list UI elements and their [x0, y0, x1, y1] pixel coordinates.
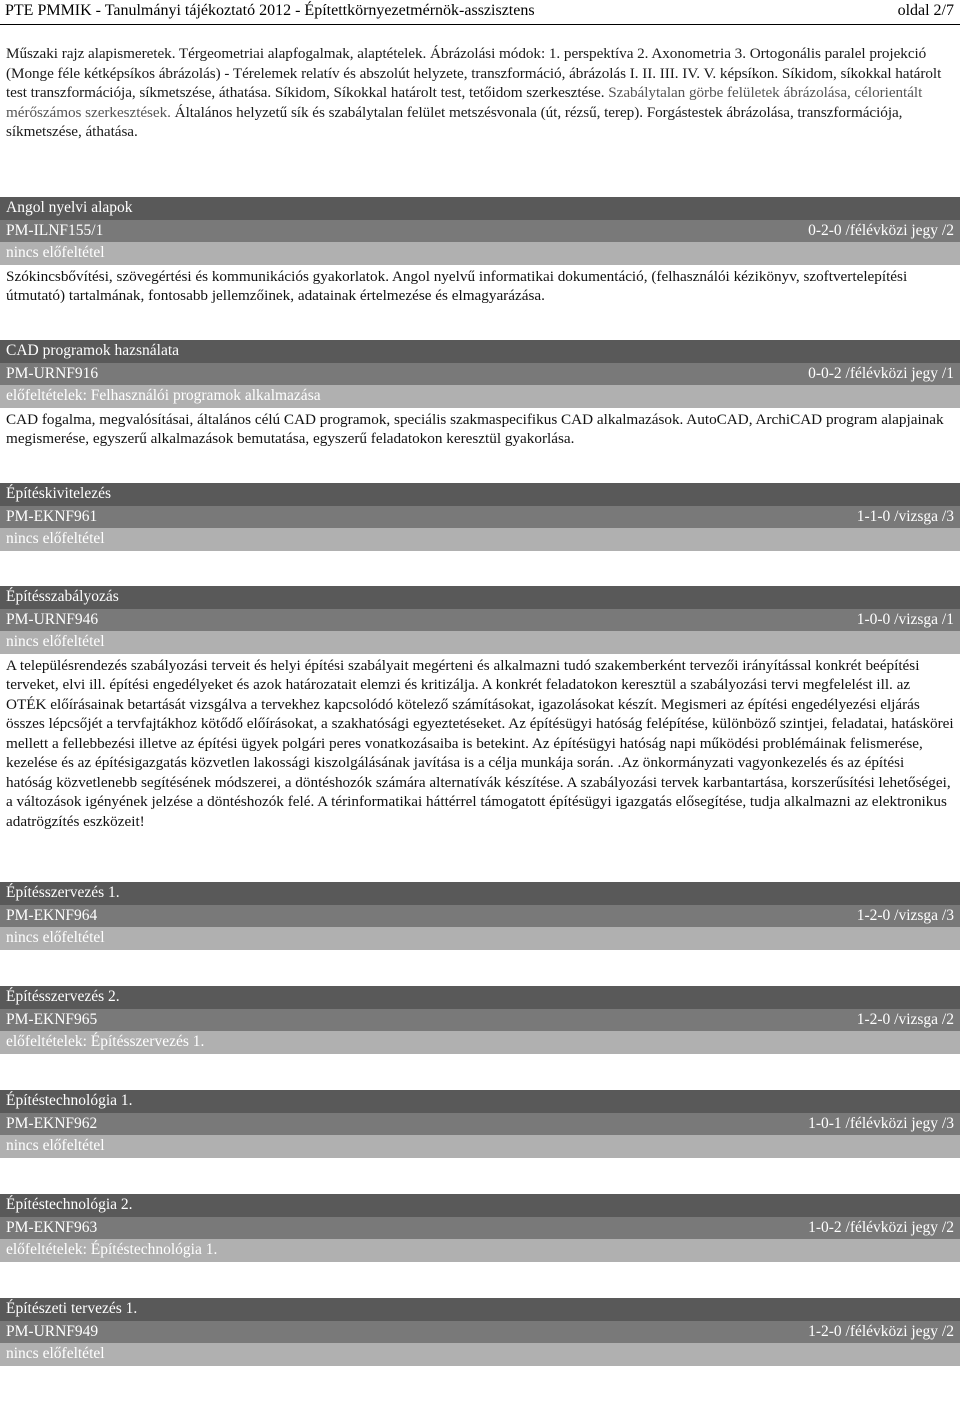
course-title-bar — [0, 340, 960, 363]
course-prereq: előfeltételek: Felhasználói programok alkalmazása — [6, 387, 321, 404]
course-prereq: előfeltételek: Építéstechnológia 1. — [6, 1241, 218, 1258]
course-code: PM-EKNF965 — [6, 1010, 98, 1028]
course-block — [0, 197, 960, 306]
description-part-1: Műszaki rajz alapismeretek. Térgeometriai alapfogalmak, alaptételek. Ábrázolási módok: 1. perspektíva 2. Axonometria 3. Ortogonális paralel projekció (Monge féle kétképsíkos ábrázolás) - Térelemek relatív és abszolút helyzete, transzformáció, ábrázolás I. II. III. IV. V. képsíkon. Síkidom, síkokkal határolt test transzformációja, síkmetszése, áthatása. Síkidom, Síkokkal határolt test, tetőidom szerkesztése. — [6, 45, 942, 101]
course-prereq-bar — [0, 242, 960, 265]
course-code-bar — [0, 905, 960, 928]
course-title-bar — [0, 197, 960, 220]
course-prereq: nincs előfeltétel — [6, 244, 105, 261]
course-prereq-bar — [0, 528, 960, 551]
course-code-bar — [0, 220, 960, 243]
course-title: Építésszabályozás — [6, 588, 119, 605]
document-title: PTE PMMIK - Tanulmányi tájékoztató 2012 - Építettkörnyezetmérnök-asszisztens — [5, 2, 535, 19]
course-title-bar — [0, 986, 960, 1009]
course-title: Építéstechnológia 2. — [6, 1196, 133, 1213]
course-prereq-bar — [0, 927, 960, 950]
course-prereq: nincs előfeltétel — [6, 929, 105, 946]
course-credits: 1-2-0 /vizsga /3 — [856, 906, 954, 924]
page-number: oldal 2/7 — [897, 2, 954, 19]
course-credits: 0-2-0 /félévközi jegy /2 — [808, 221, 954, 239]
course-code: PM-EKNF961 — [6, 507, 98, 525]
course-code: PM-EKNF963 — [6, 1218, 98, 1236]
course-credits: 1-2-0 /félévközi jegy /2 — [808, 1322, 954, 1340]
course-code: PM-EKNF962 — [6, 1114, 98, 1132]
course-prereq-bar — [0, 1031, 960, 1054]
description-part-3: Általános helyzetű sík és szabálytalan felület metszésvonala (út, rézsű, terep). Forgástestek ábrázolása, transzformációja, síkmetszése, áthatása. — [6, 103, 903, 140]
course-prereq-bar — [0, 1343, 960, 1366]
course-credits: 0-0-2 /félévközi jegy /1 — [808, 364, 954, 382]
course-code: PM-URNF916 — [6, 364, 99, 382]
course-title-bar — [0, 586, 960, 609]
course-block — [0, 1090, 960, 1158]
course-code-bar — [0, 609, 960, 632]
course-description: CAD fogalma, megvalósításai, általános célú CAD programok, speciális szakmaspecifikus CAD alkalmazások. AutoCAD, ArchiCAD program alapjainak megismerése, egyszerű alkalmazások bemutatása, egyszerű feladatokon keresztül gyakorlása. — [6, 410, 944, 447]
course-block — [0, 340, 960, 449]
course-title: Építészeti tervezés 1. — [6, 1300, 138, 1317]
course-prereq: előfeltételek: Építésszervezés 1. — [6, 1033, 205, 1050]
course-code-bar — [0, 1009, 960, 1032]
course-title-bar — [0, 1194, 960, 1217]
course-block — [0, 1194, 960, 1262]
course-block — [0, 586, 960, 831]
course-prereq: nincs előfeltétel — [6, 633, 105, 650]
course-title-bar — [0, 1298, 960, 1321]
page-header — [0, 0, 960, 25]
course-title: CAD programok hazsnálata — [6, 342, 180, 359]
course-code-bar — [0, 1217, 960, 1240]
course-prereq: nincs előfeltétel — [6, 1137, 105, 1154]
course-code: PM-URNF949 — [6, 1322, 99, 1340]
course-title: Építéskivitelezés — [6, 485, 112, 502]
course-prereq-bar — [0, 385, 960, 408]
description-part-2: Szabálytalan görbe felületek ábrázolása, célorientált mérőszámos szerkesztések. — [6, 84, 923, 121]
course-title-bar — [0, 483, 960, 506]
course-credits: 1-0-1 /félévközi jegy /3 — [808, 1114, 954, 1132]
course-code-bar — [0, 1321, 960, 1344]
course-code-bar — [0, 363, 960, 386]
course-prereq-bar — [0, 1239, 960, 1262]
course-title-bar — [0, 1090, 960, 1113]
course-prereq-bar — [0, 631, 960, 654]
course-title: Angol nyelvi alapok — [6, 199, 133, 216]
course-credits: 1-1-0 /vizsga /3 — [856, 507, 954, 525]
course-description: A településrendezés szabályozási terveit és helyi építési szabályait megérteni és alkalmazni tudó szakemberként tervezői irányítással konkrét beépítési terveket, elvi ill. építési engedélyeket és azok határozatait elemzi és kritizálja. A konkrét feladatokon keresztül a szabályozási tervi megfelelést ill. az OTÉK előírásainak betartását vizsgálva a tervekhez kapcsolódó kötelező számításokat, igazolásokat készít. Megismeri az építési engedélyezési eljárás összes lépcsőjét a tervfajtákhoz kötődő előírásokat, a szakhatóságі egyeztetéseket. Az építésügyi hatóság felépítése, különböző szintjei, feladatai, hatáskörei mellett a fellebbezési illetve az építési ügyek polgári peres vonatkozásaiba is betekint. Az építésügyi hatóság napi működési problémáinak felismerése, kezelése és az építésigazgatás közvetlen lakossági kiszolgálásának javítása is a célja munkája során. .Az önkormányzati vagyonkezelés és az építési hatóság közvetlenebb segítésének módszerei, a döntéshozók számára alternatívák készítése. A szabályozási tervek karbantartása, korszerűsítési lehetőségei, a változások igényének jelzése a döntéshozók felé. A térinformatikai háttérrel támogatott építésügyi igazgatás elősegítése, tudja alkalmazni az elektronikus adatrögzítés eszközeit! — [6, 656, 954, 830]
course-credits: 1-0-0 /vizsga /1 — [856, 610, 954, 628]
course-block — [0, 1298, 960, 1366]
course-prereq-bar — [0, 1135, 960, 1158]
course-code: PM-URNF946 — [6, 610, 99, 628]
course-code-bar — [0, 1113, 960, 1136]
course-title: Építéstechnológia 1. — [6, 1092, 133, 1109]
course-prereq: nincs előfeltétel — [6, 530, 105, 547]
course-credits: 1-2-0 /vizsga /2 — [856, 1010, 954, 1028]
course-title-bar — [0, 882, 960, 905]
course-title: Építésszervezés 1. — [6, 884, 120, 901]
course-code-bar — [0, 506, 960, 529]
course-block — [0, 483, 960, 551]
course-credits: 1-0-2 /félévközi jegy /2 — [808, 1218, 954, 1236]
course-prereq: nincs előfeltétel — [6, 1345, 105, 1362]
course-block — [0, 986, 960, 1054]
course-description: Szókincsbővítési, szövegértési és kommunikációs gyakorlatok. Angol nyelvű informatikai dokumentáció, (felhasználói kézikönyv, szoftvertelepítési útmutató) tartalmának, fontosabb jellemzőinek, adatainak értelmezése és elmagyarázása. — [6, 267, 908, 304]
course-block — [0, 882, 960, 950]
course-title: Építésszervezés 2. — [6, 988, 120, 1005]
course-code: PM-EKNF964 — [6, 906, 98, 924]
course-code: PM-ILNF155/1 — [6, 221, 104, 239]
previous-course-description — [6, 44, 954, 142]
